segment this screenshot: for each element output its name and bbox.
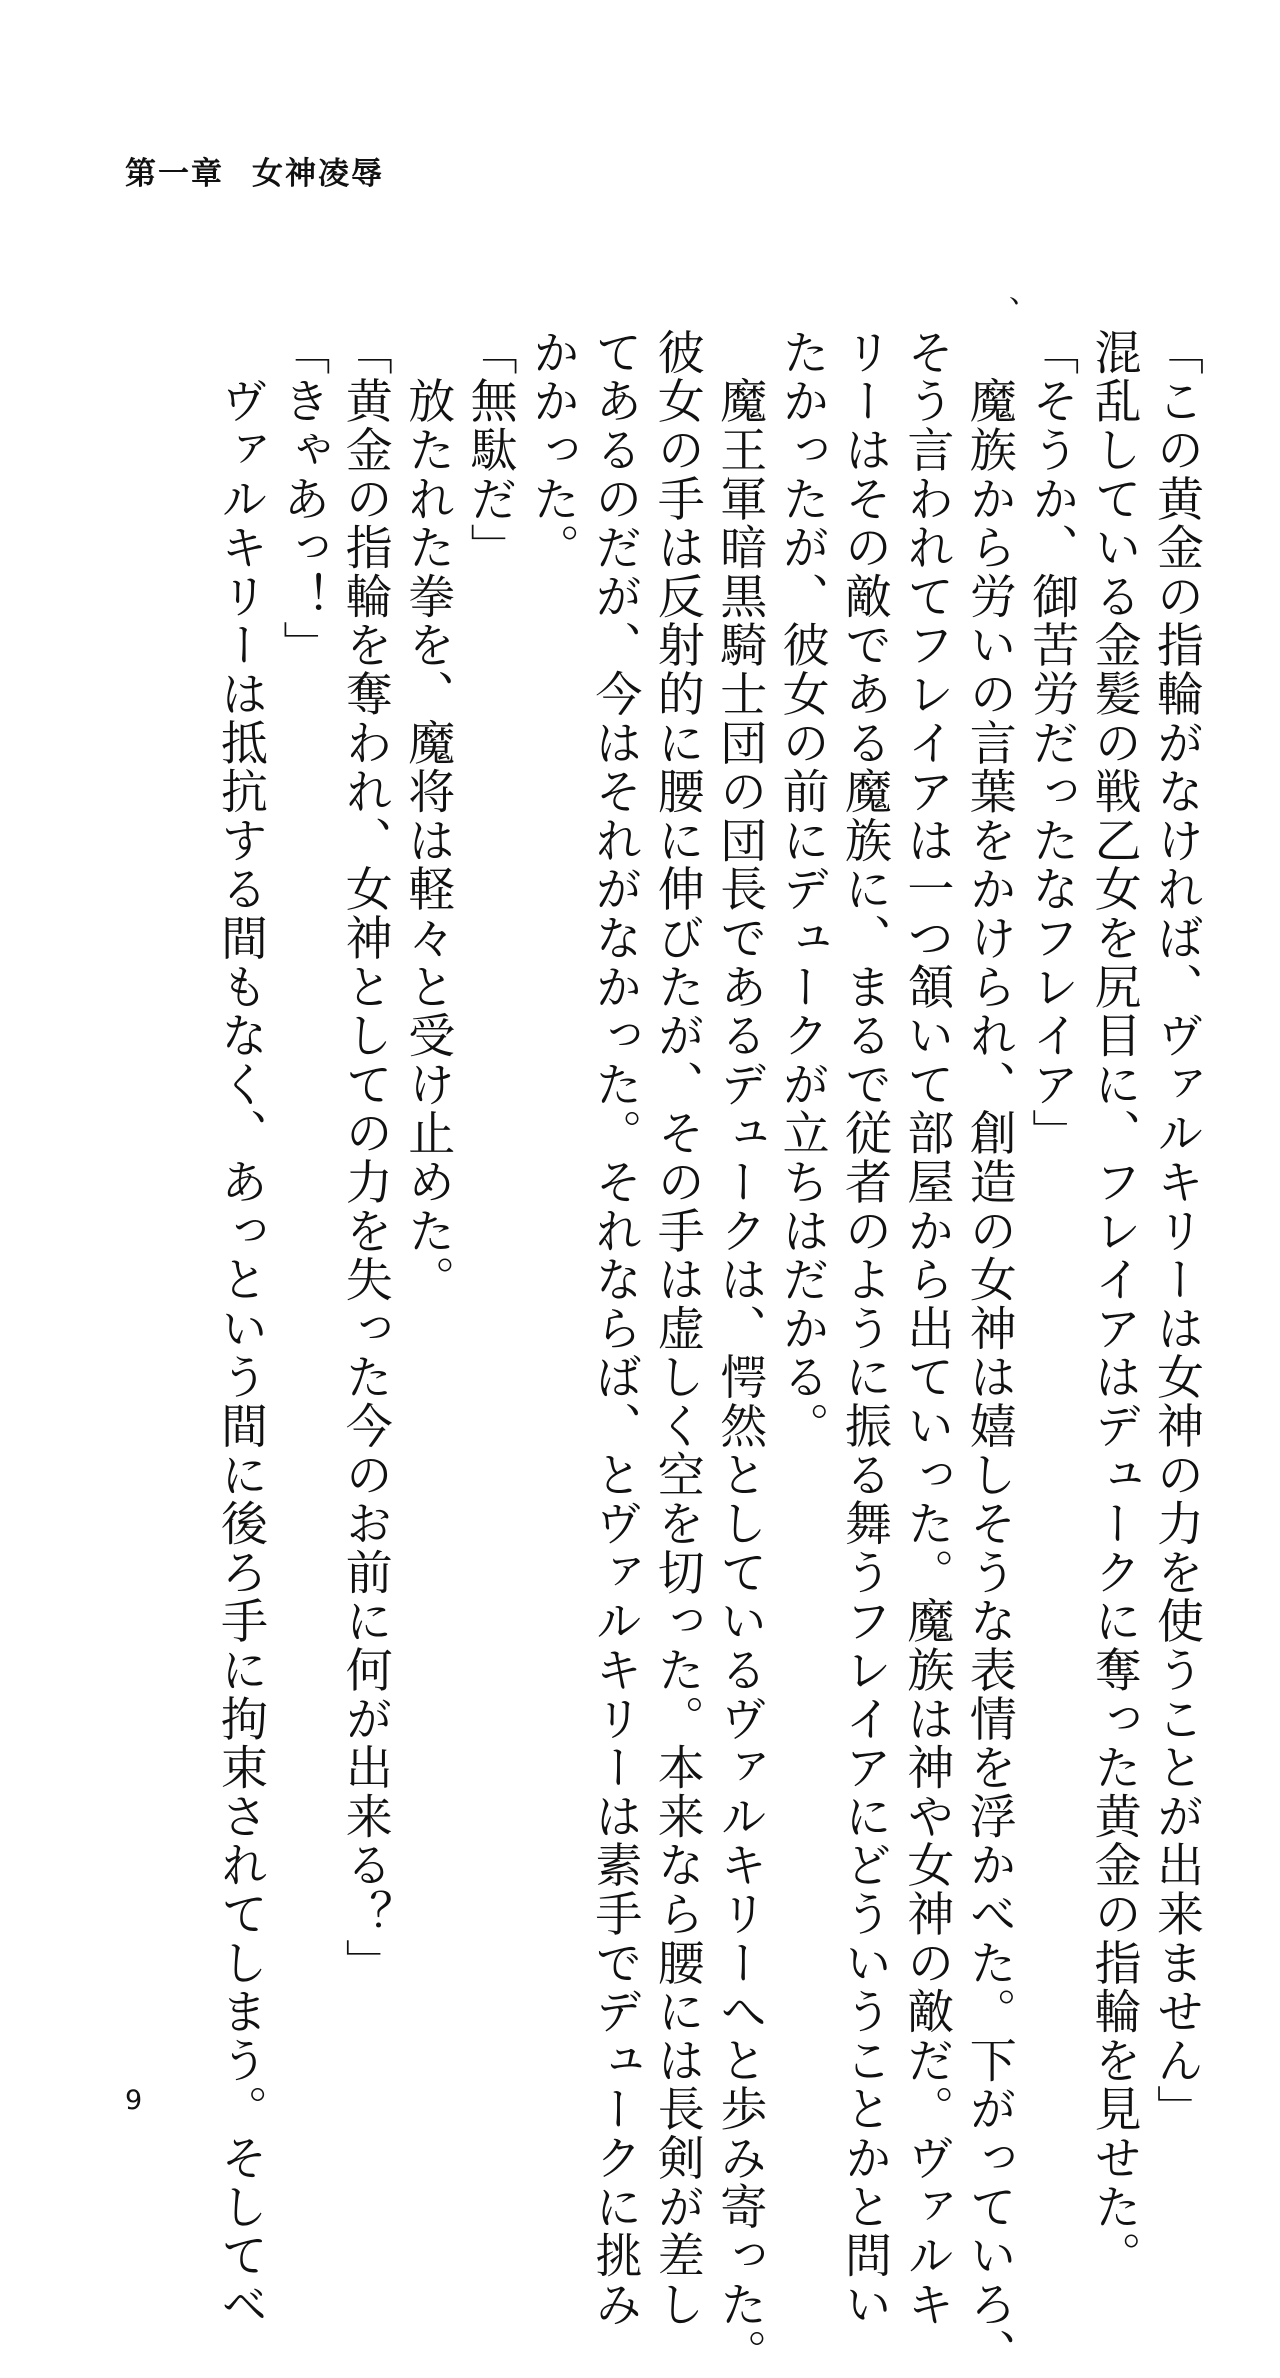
text-line-4: 魔族から労いの言葉をかけられ、創造の女神は嬉しそうな表情を浮かべた。下がっていろ、 bbox=[961, 328, 1017, 2378]
text-line-9: 彼女の手は反射的に腰に伸びたが、その手は虚しく空を切った。本来なら腰には長剣が差し bbox=[649, 328, 705, 2329]
text-line-11: かかった。 bbox=[525, 328, 580, 572]
chapter-title: 女神凌辱 bbox=[252, 156, 384, 192]
text-line-3: 「そうか、御苦労だったなフレイア」 bbox=[1024, 328, 1080, 1158]
text-line-6: リーはその敵である魔族に、まるで従者のように振る舞うフレイアにどういうことかと問い bbox=[837, 328, 892, 2329]
text-line-12: 「無駄だ」 bbox=[462, 328, 518, 572]
text-line-14: 「黄金の指輪を奪われ、女神としての力を失った今のお前に何が出来る？」 bbox=[337, 328, 393, 1988]
text-line-2: 混乱している金髪の戦乙女を尻目に、フレイアはデュークに奪った黄金の指輪を見せた。 bbox=[1086, 328, 1142, 2280]
text-line-8: 魔王軍暗黒騎士団の団長であるデュークは、愕然としているヴァルキリーへと歩み寄った。 bbox=[712, 328, 768, 2378]
text-line-7: たかったが、彼女の前にデュークが立ちはだかる。 bbox=[774, 328, 830, 1451]
body-text bbox=[0, 328, 1280, 2378]
text-line-15: 「きゃあっ！」 bbox=[275, 328, 331, 670]
stray-mark: 、 bbox=[1009, 275, 1039, 310]
text-line-16: ヴァルキリーは抵抗する間もなく、あっという間に後ろ手に拘束されてしまう。そしてベ bbox=[213, 328, 268, 2329]
running-head bbox=[125, 148, 384, 193]
text-line-5: そう言われてフレイアは一つ頷いて部屋から出ていった。魔族は神や女神の敵だ。ヴァルキ bbox=[899, 328, 955, 2329]
text-line-1: 「この黄金の指輪がなければ、ヴァルキリーは女神の力を使うことが出来ません」 bbox=[1149, 328, 1204, 2134]
text-line-10: てあるのだが、今はそれがなかった。それならば、とヴァルキリーは素手でデュークに挑み bbox=[587, 328, 643, 2329]
page-number: 9 bbox=[125, 2085, 143, 2116]
text-line-13: 放たれた拳を、魔将は軽々と受け止めた。 bbox=[400, 328, 456, 1304]
chapter-number: 第一章 bbox=[125, 156, 224, 192]
